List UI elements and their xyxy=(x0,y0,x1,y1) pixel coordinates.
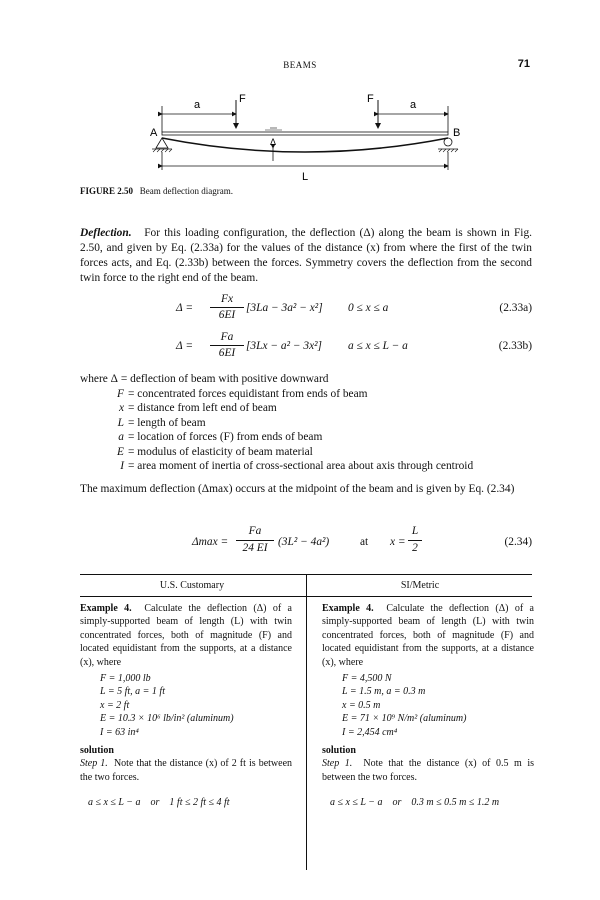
page-number: 71 xyxy=(517,58,530,70)
example-label: Example 4. xyxy=(80,603,132,614)
column-header-si: SI/Metric xyxy=(400,580,440,591)
solution-heading: solution xyxy=(322,745,356,757)
definition-row: where Δ = deflection of beam with positive downward xyxy=(80,373,329,385)
deflection-heading: Deflection. xyxy=(80,227,132,239)
table-column-divider xyxy=(306,574,307,870)
roller-support xyxy=(444,138,452,146)
si-metric-column: Example 4. Calculate the deflection (Δ) of a simply-supported beam of length (L) with twin concentrated forces, both of magnitude (F) and located equidistant from the supports, at a distance (x), where F = 4,500 N L = 1.5 m, a = 0.3 m x = 0.5 m E = 71 × 10⁹ N/m² (aluminum) I = 2,454 cm⁴ solution Step 1. Note that the distance (x) of 0.5 m is between the two forces. a ≤ x ≤ L − a or 0.3 m ≤ 0.5 m ≤ 1.2 m xyxy=(322,603,535,809)
column-header-us: U.S. Customary xyxy=(159,580,225,591)
example-label: Example 4. xyxy=(322,603,374,614)
label-F-right: F xyxy=(367,93,374,105)
inequality: a ≤ x ≤ L − a or 0.3 m ≤ 0.5 m ≤ 1.2 m xyxy=(330,797,500,809)
definition-row: L = length of beam xyxy=(117,416,206,429)
label-L: L xyxy=(302,171,309,183)
deflection-paragraph: Deflection. For this loading configuration, the deflection (Δ) along the beam is shown in Fig. 2.50, and given by Eq. (2.33a) for the values of the distance (x) from where the first of the twin forces acts, and Eq. (2.33b) between the forces. Symmetry covers the deflection from the second twin force to the right end of the beam. xyxy=(80,227,533,284)
equation-2-33a: Δ = $\frac{Fx}{6EI}$ [3La − 3a² − x²] 0 ≤ x ≤ a (2.33a) xyxy=(176,293,532,321)
definition-row: I = area moment of inertia of cross-sectional area about axis through centroid xyxy=(120,460,474,472)
label-A: A xyxy=(150,127,158,139)
si-variables: F = 4,500 N L = 1.5 m, a = 0.3 m x = 0.5 m E = 71 × 10⁹ N/m² (aluminum) I = 2,454 cm⁴ xyxy=(342,673,467,738)
equation-2-33b: Δ = $\frac{Fa}{6EI}$ [3Lx − a² − 3x²] a ≤ x ≤ L − a (2.33b) xyxy=(176,331,532,359)
deflection-curve xyxy=(162,138,448,152)
definition-row: x = distance from left end of beam xyxy=(118,402,277,414)
figure-caption: FIGURE 2.50 Beam deflection diagram. xyxy=(80,186,233,196)
label-a-left: a xyxy=(194,99,201,111)
solution-heading: solution xyxy=(80,745,114,757)
equation-2-34: Δmax = $\frac{Fa}{24 EI}$ (3L² − 4a²) at x = L 2 (2.34) xyxy=(192,525,532,554)
label-a-right: a xyxy=(410,99,417,111)
beam-deflection-diagram xyxy=(140,88,470,183)
label-B: B xyxy=(453,127,461,139)
running-header: BEAMS xyxy=(283,60,317,70)
us-variables: F = 1,000 lb L = 5 ft, a = 1 ft x = 2 ft E = 10.3 × 10⁶ lb/in² (aluminum) I = 63 in⁴ xyxy=(100,673,234,738)
inequality: a ≤ x ≤ L − a or 1 ft ≤ 2 ft ≤ 4 ft xyxy=(88,797,230,809)
definition-row: a = location of forces (F) from ends of beam xyxy=(118,431,323,443)
label-delta: Δ xyxy=(270,137,277,147)
beam xyxy=(162,132,448,135)
definition-row: F = concentrated forces equidistant from ends of beam xyxy=(117,387,368,400)
variable-definitions xyxy=(80,372,473,474)
label-F-left: F xyxy=(239,93,246,105)
us-customary-column: Example 4. Calculate the deflection (Δ) of a simply-supported beam of length (L) with twin concentrated forces, both of magnitude (F) and located equidistant from the supports, at a distance (x), where F = 1,000 lb L = 5 ft, a = 1 ft x = 2 ft E = 10.3 × 10⁶ lb/in² (aluminum) I = 63 in⁴ solution Step 1. Note that the distance (x) of 2 ft is between the two forces. a ≤ x ≤ L − a or 1 ft ≤ 2 ft ≤ 4 ft xyxy=(80,603,293,809)
definition-row: E = modulus of elasticity of beam material xyxy=(117,445,313,458)
max-deflection-paragraph: The maximum deflection (Δmax) occurs at the midpoint of the beam and is given by Eq. (2.34) xyxy=(80,483,515,495)
